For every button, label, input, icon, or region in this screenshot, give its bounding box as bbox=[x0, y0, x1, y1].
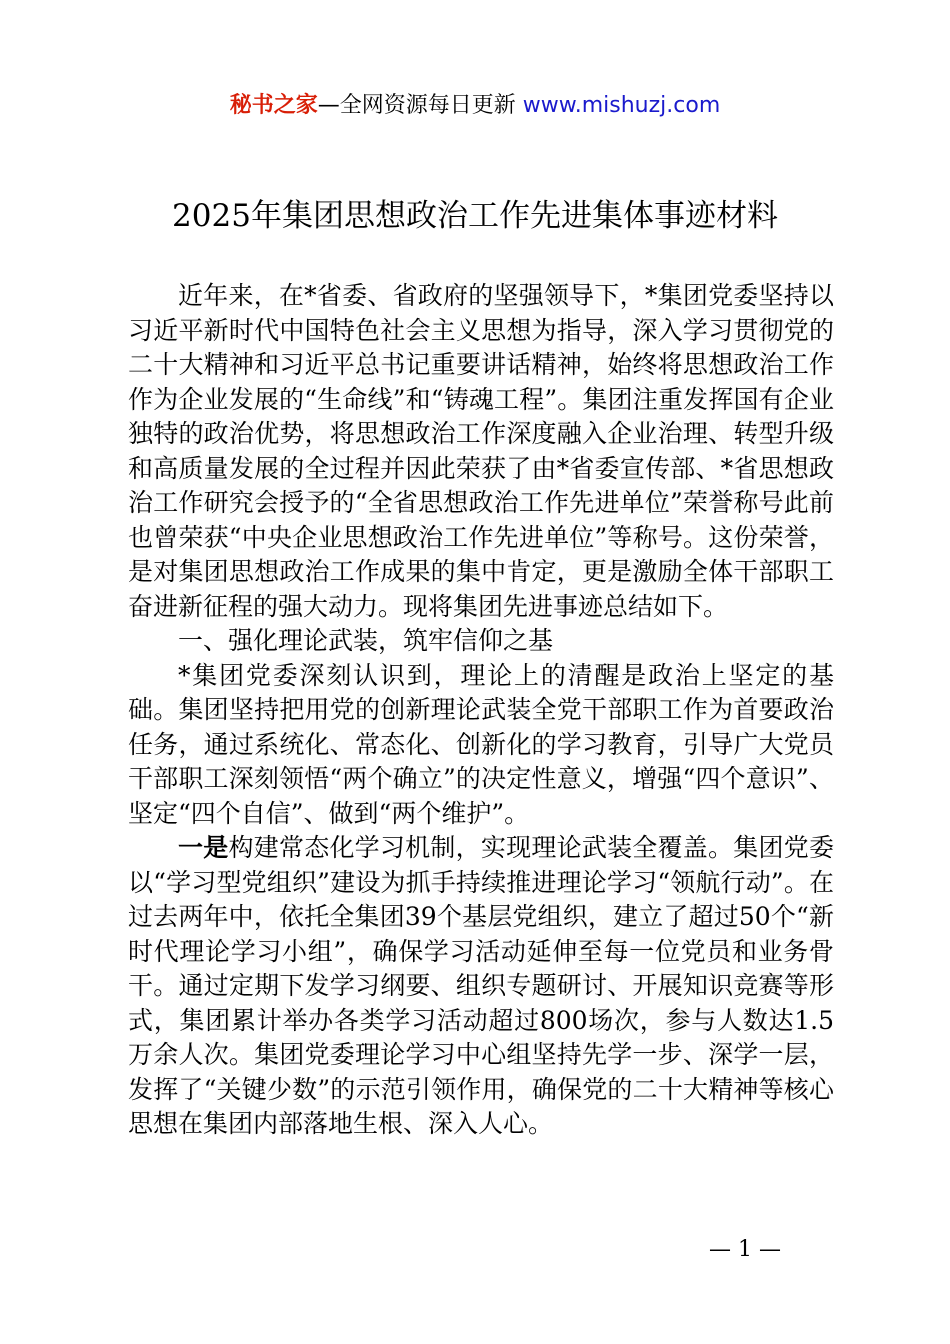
document-body bbox=[128, 279, 834, 1142]
document-title: 2025年集团思想政治工作先进集体事迹材料 bbox=[172, 198, 778, 234]
site-header bbox=[0, 88, 950, 119]
point-paragraph bbox=[128, 831, 834, 1142]
brand-name: 秘书之家 bbox=[229, 93, 318, 118]
section-paragraph: *集团党委深刻认识到，理论上的清醒是政治上坚定的基础。集团坚持把用党的创新理论武装全党干部职工作为首要政治任务，通过系统化、常态化、创新化的学习教育，引导广大党员干部职工深刻领悟“两个确立”的决定性意义，增强“四个意识”、坚定“四个自信”、做到“两个维护”。 bbox=[128, 660, 834, 828]
header-tagline: —全网资源每日更新 bbox=[317, 93, 516, 118]
page-number: — 1 — bbox=[709, 1237, 781, 1262]
intro-paragraph: 近年来，在*省委、省政府的坚强领导下，*集团党委坚持以习近平新时代中国特色社会主义思想为指导，深入学习贯彻党的二十大精神和习近平总书记重要讲话精神，始终将思想政治工作作为企业发展的“生命线”和“铸魂工程”。集团注重发挥国有企业独特的政治优势，将思想政治工作深度融入企业治理、转型升级和高质量发展的全过程并因此荣获了由*省委宣传部、*省思想政治工作研究会授予的“全省思想政治工作先进单位”荣誉称号此前也曾荣获“中央企业思想政治工作先进单位”等称号。这份荣誉，是对集团思想政治工作成果的集中肯定，更是激励全体干部职工奋进新征程的强大动力。现将集团先进事迹总结如下。 bbox=[128, 281, 834, 621]
point-text: 构建常态化学习机制，实现理论武装全覆盖。集团党委以“学习型党组织”建设为抓手持续推进理论学习“领航行动”。在过去两年中，依托全集团39个基层党组织，建立了超过50个“新时代理论学习小组”，确保学习活动延伸至每一位党员和业务骨干。通过定期下发学习纲要、组织专题研讨、开展知识竞赛等形式，集团累计举办各类学习活动超过800场次，参与人数达1.5万余人次。集团党委理论学习中心组坚持先学一步、深学一层，发挥了“关键少数”的示范引领作用，确保党的二十大精神等核心思想在集团内部落地生根、深入人心。 bbox=[128, 833, 834, 1138]
point-lead: 一是 bbox=[178, 833, 229, 862]
section-heading: 一、强化理论武装，筑牢信仰之基 bbox=[178, 626, 554, 655]
site-url-link[interactable]: www.mishuzj.com bbox=[522, 93, 721, 118]
